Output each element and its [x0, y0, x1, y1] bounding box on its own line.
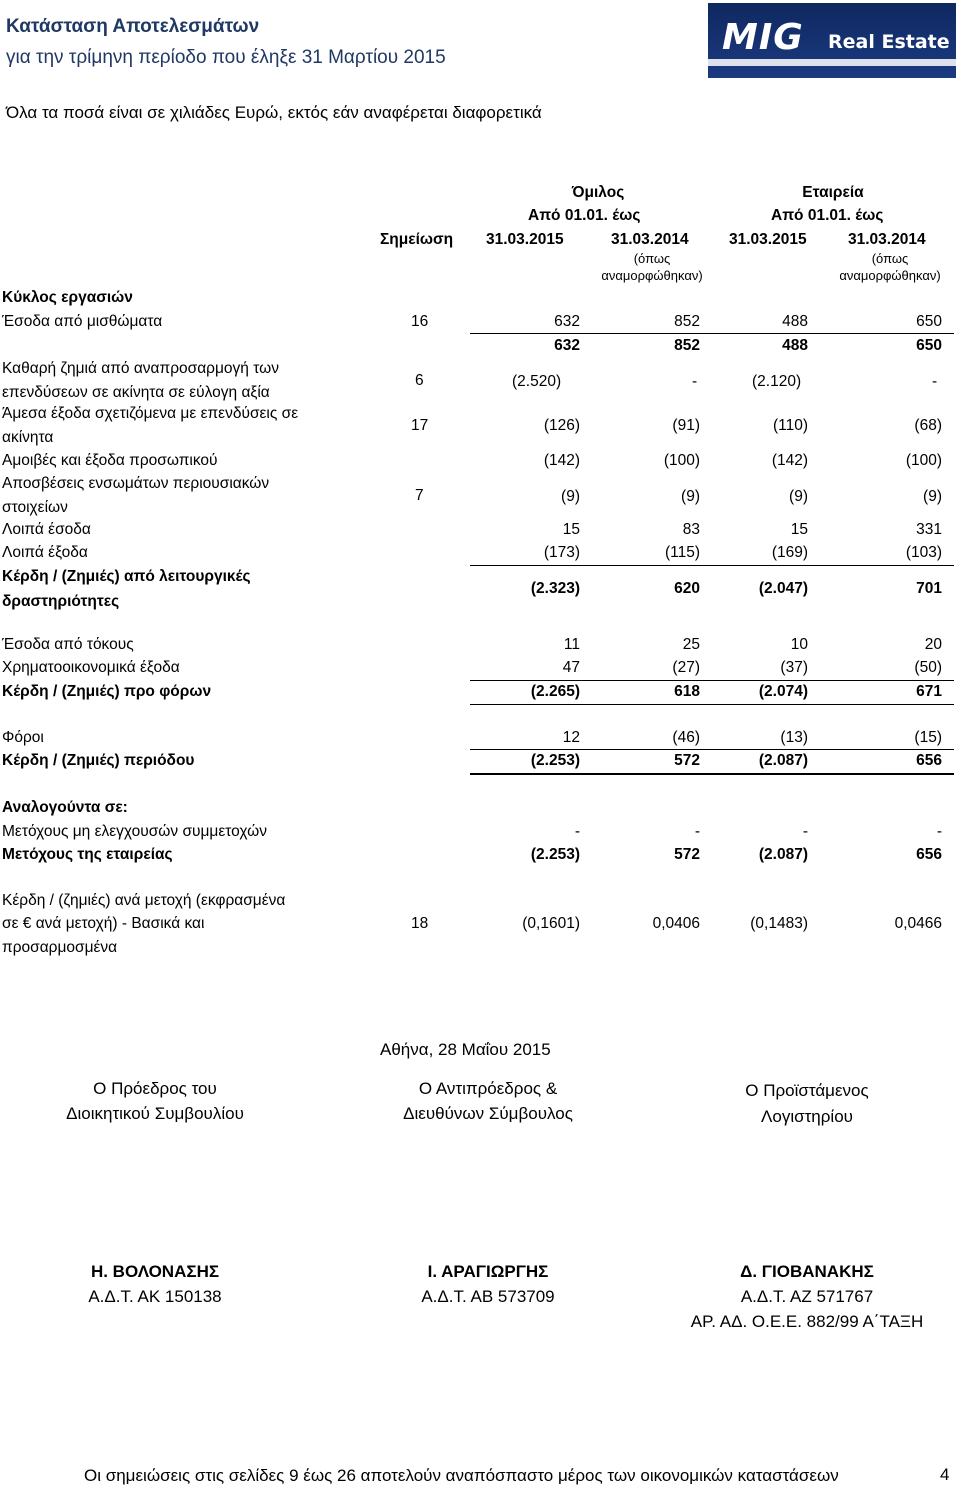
direct-expenses-v1: (126) — [543, 417, 580, 434]
depreciation-label-1: Αποσβέσεις ενσωμάτων περιουσιακών — [2, 475, 270, 492]
finance-costs-v2: (27) — [672, 659, 700, 676]
owners-v3: (2.087) — [758, 846, 808, 863]
col2-restated-2: αναμορφώθηκαν) — [601, 268, 703, 283]
signer3-id: Α.Δ.Τ. ΑΖ 571767 — [740, 1287, 874, 1306]
company-logo — [708, 3, 956, 78]
period-result-v4: 656 — [916, 752, 942, 769]
eps-note: 18 — [411, 915, 429, 932]
logo-stripe — [708, 59, 956, 66]
eps-v4: 0,0466 — [894, 915, 942, 932]
owners-v2: 572 — [674, 846, 700, 863]
group-header: Όμιλος — [571, 184, 625, 201]
minority-v2: - — [694, 823, 700, 840]
footer-note: Οι σημειώσεις στις σελίδες 9 έως 26 αποτελούν αναπόσπαστο μέρος των οικονομικών καταστάσεων — [84, 1466, 839, 1485]
fair-value-label-2: επενδύσεων σε ακίνητα σε εύλογη αξία — [2, 384, 270, 401]
depreciation-v3: (9) — [789, 488, 808, 505]
direct-expenses-label-1: Άμεσα έξοδα σχετιζόμενα με επενδύσεις σε — [2, 405, 299, 422]
signer3-name: Δ. ΓΙΟΒΑΝΑΚΗΣ — [740, 1262, 874, 1281]
staff-costs-v4: (100) — [905, 452, 942, 469]
rent-income-v4: 650 — [916, 313, 942, 330]
minority-v4: - — [936, 823, 942, 840]
operating-rule — [470, 565, 954, 566]
turnover-total-v1: 632 — [554, 337, 580, 354]
turnover-total-v2: 852 — [674, 337, 700, 354]
direct-expenses-label-2: ακίνητα — [2, 429, 54, 446]
minority-v1: - — [574, 823, 580, 840]
document-period: για την τρίμηνη περίοδο που έληξε 31 Μαρτίου 2015 — [6, 47, 446, 68]
taxes-v1: 12 — [562, 729, 580, 746]
rent-income-label: Έσοδα από μισθώματα — [2, 313, 163, 330]
depreciation-v2: (9) — [681, 488, 700, 505]
interest-income-v2: 25 — [682, 636, 700, 653]
turnover-total-v4: 650 — [916, 337, 942, 354]
period-double-rule — [470, 773, 954, 775]
place-date: Αθήνα, 28 Μαΐου 2015 — [380, 1040, 551, 1059]
finance-costs-v1: 47 — [562, 659, 580, 676]
logo-main-text: MIG — [722, 17, 804, 58]
other-income-label: Λοιπά έσοδα — [2, 521, 91, 538]
period-result-v2: 572 — [674, 752, 700, 769]
staff-costs-v2: (100) — [663, 452, 700, 469]
other-expenses-v2: (115) — [664, 544, 700, 561]
pretax-bottom-rule — [470, 704, 954, 705]
col2-restated-1: (όπως — [633, 251, 671, 266]
col3-header: 31.03.2015 — [729, 231, 807, 248]
turnover-rule — [470, 333, 954, 334]
interest-income-v1: 11 — [563, 636, 580, 653]
signer2-id: Α.Δ.Τ. ΑΒ 573709 — [421, 1287, 555, 1306]
group-from-to: Από 01.01. έως — [528, 207, 641, 224]
other-expenses-v4: (103) — [905, 544, 942, 561]
other-expenses-v3: (169) — [771, 544, 808, 561]
staff-costs-v1: (142) — [543, 452, 580, 469]
other-income-v4: 331 — [916, 521, 942, 538]
owners-v1: (2.253) — [530, 846, 580, 863]
attributable-header: Αναλογούντα σε: — [2, 799, 128, 816]
signer3-license: ΑΡ. ΑΔ. Ο.Ε.Ε. 882/99 Α΄ΤΑΞΗ — [690, 1312, 924, 1331]
signer1-name: Η. ΒΟΛΟΝΑΣΗΣ — [90, 1262, 220, 1281]
pretax-v4: 671 — [916, 683, 942, 700]
pretax-rule — [470, 680, 954, 681]
rent-income-v3: 488 — [782, 313, 808, 330]
taxes-v2: (46) — [672, 729, 700, 746]
signer2-title-2: Διευθύνων Σύμβουλος — [403, 1104, 573, 1123]
amounts-note: Όλα τα ποσά είναι σε χιλιάδες Ευρώ, εκτός εάν αναφέρεται διαφορετικά — [6, 103, 542, 122]
interest-income-v3: 10 — [790, 636, 808, 653]
eps-label-1: Κέρδη / (ζημιές) ανά μετοχή (εκφρασμένα — [2, 892, 286, 909]
period-rule — [470, 749, 954, 750]
col1-header: 31.03.2015 — [486, 231, 564, 248]
signer3-title-2: Λογιστηρίου — [761, 1107, 853, 1126]
period-result-label: Κέρδη / (Ζημιές) περιόδου — [2, 752, 195, 769]
depreciation-v1: (9) — [561, 488, 580, 505]
other-expenses-v1: (173) — [543, 544, 580, 561]
staff-costs-label: Αμοιβές και έξοδα προσωπικού — [2, 452, 218, 469]
fair-value-label-1: Καθαρή ζημιά από αναπροσαρμογή των — [2, 360, 279, 377]
operating-result-label-1: Κέρδη / (Ζημιές) από λειτουργικές — [2, 568, 251, 585]
depreciation-note: 7 — [415, 487, 424, 504]
fair-value-v2: - — [692, 373, 698, 390]
signer1-title-2: Διοικητικού Συμβουλίου — [66, 1104, 244, 1123]
other-income-v1: 15 — [562, 521, 580, 538]
eps-v2: 0,0406 — [652, 915, 700, 932]
col4-restated-2: αναμορφώθηκαν) — [839, 268, 941, 283]
eps-label-2: σε € ανά μετοχή) - Βασικά και — [2, 915, 205, 932]
col4-header: 31.03.2014 — [848, 231, 926, 248]
fair-value-note: 6 — [415, 372, 424, 389]
note-column-header: Σημείωση — [380, 231, 454, 248]
minority-v3: - — [802, 823, 808, 840]
other-income-v2: 83 — [682, 521, 700, 538]
operating-result-label-2: δραστηριότητες — [2, 593, 120, 610]
interest-income-v4: 20 — [924, 636, 942, 653]
direct-expenses-v3: (110) — [772, 417, 808, 434]
owners-v4: 656 — [916, 846, 942, 863]
col4-restated-1: (όπως — [871, 251, 909, 266]
signer2-name: Ι. ΑΡΑΓΙΩΡΓΗΣ — [427, 1262, 549, 1281]
signer1-title-1: Ο Πρόεδρος του — [93, 1079, 217, 1098]
taxes-label: Φόροι — [2, 729, 44, 746]
col2-header: 31.03.2014 — [611, 231, 689, 248]
operating-result-v4: 701 — [916, 580, 942, 597]
pretax-label: Κέρδη / (Ζημιές) προ φόρων — [2, 683, 212, 700]
fair-value-v1: (2.520) — [512, 373, 562, 390]
page-number: 4 — [940, 1465, 950, 1484]
taxes-v3: (13) — [780, 729, 808, 746]
finance-costs-v4: (50) — [914, 659, 942, 676]
pretax-v1: (2.265) — [530, 683, 580, 700]
operating-result-v3: (2.047) — [758, 580, 808, 597]
signer3-title-1: Ο Προϊστάμενος — [745, 1081, 869, 1100]
period-result-v3: (2.087) — [758, 752, 808, 769]
signer2-title-1: Ο Αντιπρόεδρος & — [418, 1079, 558, 1098]
document-title: Κατάσταση Αποτελεσμάτων — [6, 16, 260, 37]
operating-result-v1: (2.323) — [530, 580, 580, 597]
finance-costs-label: Χρηματοοικονομικά έξοδα — [2, 659, 180, 676]
minority-label: Μετόχους μη ελεγχουσών συμμετοχών — [2, 823, 267, 840]
company-from-to: Από 01.01. έως — [771, 207, 884, 224]
direct-expenses-v4: (68) — [914, 417, 942, 434]
pretax-v2: 618 — [674, 683, 700, 700]
operating-result-v2: 620 — [674, 580, 700, 597]
company-header: Εταιρεία — [802, 184, 864, 201]
fair-value-v4: - — [932, 373, 938, 390]
rent-income-note: 16 — [411, 313, 429, 330]
other-expenses-label: Λοιπά έξοδα — [2, 544, 88, 561]
period-result-v1: (2.253) — [530, 752, 580, 769]
signer1-id: Α.Δ.Τ. ΑΚ 150138 — [88, 1287, 222, 1306]
rent-income-v2: 852 — [674, 313, 700, 330]
direct-expenses-v2: (91) — [672, 417, 700, 434]
finance-costs-v3: (37) — [780, 659, 808, 676]
owners-label: Μετόχους της εταιρείας — [2, 846, 173, 863]
pretax-v3: (2.074) — [758, 683, 808, 700]
taxes-v4: (15) — [914, 729, 942, 746]
interest-income-label: Έσοδα από τόκους — [2, 636, 134, 653]
rent-income-v1: 632 — [554, 313, 580, 330]
eps-label-3: προσαρμοσμένα — [2, 939, 118, 956]
eps-v1: (0,1601) — [522, 915, 580, 932]
depreciation-v4: (9) — [923, 488, 942, 505]
turnover-total-v3: 488 — [782, 337, 808, 354]
logo-sub-text: Real Estate — [828, 31, 950, 53]
fair-value-v3: (2.120) — [752, 373, 802, 390]
depreciation-label-2: στοιχείων — [2, 499, 68, 516]
other-income-v3: 15 — [790, 521, 808, 538]
eps-v3: (0,1483) — [750, 915, 808, 932]
section-turnover: Κύκλος εργασιών — [2, 289, 133, 306]
staff-costs-v3: (142) — [771, 452, 808, 469]
direct-expenses-note: 17 — [411, 417, 429, 434]
